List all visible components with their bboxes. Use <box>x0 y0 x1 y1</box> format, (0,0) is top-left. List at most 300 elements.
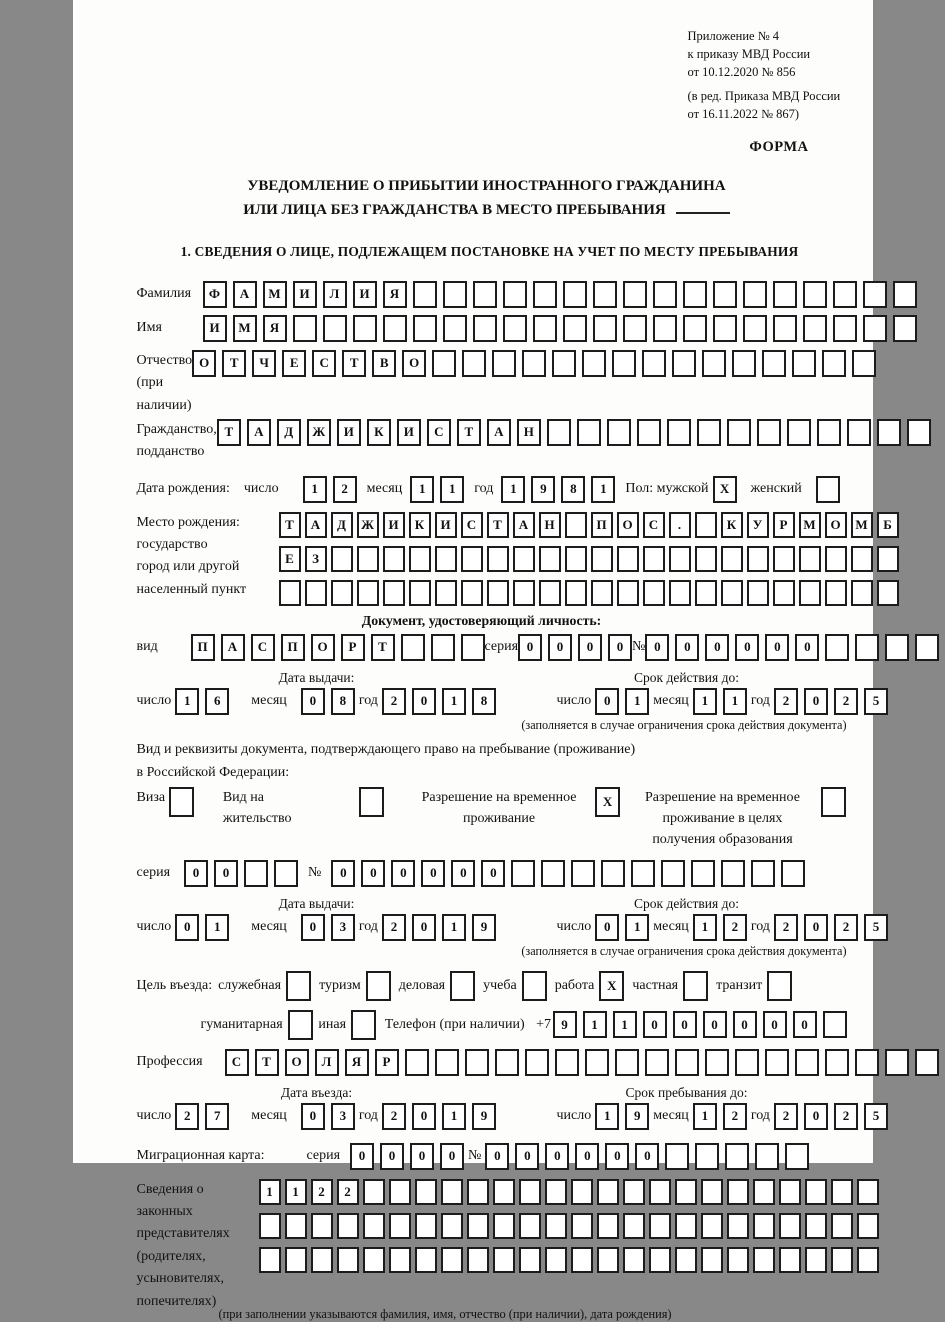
form-cell[interactable]: 1 <box>442 914 466 941</box>
visa-checkbox[interactable] <box>169 787 194 817</box>
form-cell[interactable]: О <box>825 512 847 538</box>
form-cell[interactable] <box>461 634 485 661</box>
form-cell[interactable] <box>623 281 647 308</box>
form-cell[interactable]: М <box>851 512 873 538</box>
form-cell[interactable]: 0 <box>675 634 699 661</box>
form-cell[interactable]: 1 <box>285 1179 307 1205</box>
form-cell[interactable]: Я <box>263 315 287 342</box>
form-cell[interactable] <box>285 1247 307 1273</box>
form-cell[interactable]: У <box>747 512 769 538</box>
form-cell[interactable] <box>623 1213 645 1239</box>
form-cell[interactable] <box>311 1213 333 1239</box>
form-cell[interactable]: 0 <box>733 1011 757 1038</box>
citizenship-cells[interactable] <box>217 419 931 446</box>
form-cell[interactable]: И <box>353 281 377 308</box>
form-cell[interactable] <box>617 546 639 572</box>
temp-residence-education-checkbox[interactable] <box>821 787 846 817</box>
form-cell[interactable]: К <box>721 512 743 538</box>
stay-day-cells[interactable] <box>595 1103 649 1130</box>
form-cell[interactable] <box>665 1143 689 1170</box>
form-cell[interactable] <box>653 315 677 342</box>
stay-year-cells[interactable] <box>774 1103 888 1130</box>
form-cell[interactable] <box>907 419 931 446</box>
form-cell[interactable]: 6 <box>205 688 229 715</box>
form-cell[interactable] <box>441 1213 463 1239</box>
sex-female-checkbox[interactable] <box>816 476 840 503</box>
form-cell[interactable] <box>713 315 737 342</box>
form-cell[interactable] <box>701 1213 723 1239</box>
form-cell[interactable]: Л <box>323 281 347 308</box>
form-cell[interactable]: 2 <box>723 1103 747 1130</box>
form-cell[interactable] <box>773 281 797 308</box>
form-cell[interactable] <box>601 860 625 887</box>
form-cell[interactable]: 3 <box>331 1103 355 1130</box>
form-cell[interactable]: 5 <box>864 914 888 941</box>
form-cell[interactable]: 1 <box>175 688 199 715</box>
form-cell[interactable]: 2 <box>834 688 858 715</box>
form-cell[interactable] <box>825 546 847 572</box>
form-cell[interactable]: 2 <box>311 1179 333 1205</box>
form-cell[interactable]: И <box>435 512 457 538</box>
form-cell[interactable] <box>409 546 431 572</box>
form-cell[interactable]: Б <box>877 512 899 538</box>
iddoc-issue-year-cells[interactable] <box>382 688 496 715</box>
form-cell[interactable]: 0 <box>380 1143 404 1170</box>
form-cell[interactable]: С <box>427 419 451 446</box>
form-cell[interactable] <box>721 580 743 606</box>
form-cell[interactable] <box>383 580 405 606</box>
form-cell[interactable]: 8 <box>561 476 585 503</box>
form-cell[interactable]: 0 <box>763 1011 787 1038</box>
form-cell[interactable]: Т <box>342 350 366 377</box>
form-cell[interactable] <box>831 1213 853 1239</box>
form-cell[interactable] <box>461 546 483 572</box>
form-cell[interactable] <box>525 1049 549 1076</box>
form-cell[interactable] <box>351 1010 376 1040</box>
form-cell[interactable] <box>701 1179 723 1205</box>
birthplace-row2-cells[interactable] <box>279 546 899 572</box>
surname-cells[interactable] <box>203 281 917 308</box>
form-cell[interactable] <box>721 860 745 887</box>
form-cell[interactable] <box>513 546 535 572</box>
form-cell[interactable] <box>675 1247 697 1273</box>
form-cell[interactable]: М <box>233 315 257 342</box>
form-cell[interactable] <box>817 419 841 446</box>
form-cell[interactable]: 1 <box>583 1011 607 1038</box>
form-cell[interactable] <box>413 315 437 342</box>
form-cell[interactable]: П <box>191 634 215 661</box>
form-cell[interactable] <box>735 1049 759 1076</box>
form-cell[interactable] <box>675 1213 697 1239</box>
form-cell[interactable]: А <box>233 281 257 308</box>
form-cell[interactable]: 2 <box>834 914 858 941</box>
form-cell[interactable] <box>279 580 301 606</box>
form-cell[interactable]: Е <box>282 350 306 377</box>
form-cell[interactable] <box>522 971 547 1001</box>
form-cell[interactable]: 9 <box>472 914 496 941</box>
form-cell[interactable]: 2 <box>382 688 406 715</box>
form-cell[interactable] <box>727 1247 749 1273</box>
form-cell[interactable]: З <box>305 546 327 572</box>
form-cell[interactable] <box>441 1179 463 1205</box>
purpose-tourism-checkbox[interactable] <box>366 971 391 1001</box>
form-cell[interactable] <box>311 1247 333 1273</box>
form-cell[interactable]: . <box>669 512 691 538</box>
resdoc-number-cells[interactable] <box>331 860 805 887</box>
form-cell[interactable]: О <box>402 350 426 377</box>
form-cell[interactable]: 0 <box>608 634 632 661</box>
form-cell[interactable] <box>833 315 857 342</box>
resdoc-valid-year-cells[interactable] <box>774 914 888 941</box>
form-cell[interactable]: 0 <box>440 1143 464 1170</box>
form-cell[interactable] <box>803 315 827 342</box>
form-cell[interactable]: 0 <box>605 1143 629 1170</box>
form-cell[interactable]: 2 <box>834 1103 858 1130</box>
form-cell[interactable] <box>779 1213 801 1239</box>
form-cell[interactable] <box>533 315 557 342</box>
form-cell[interactable] <box>697 419 721 446</box>
form-cell[interactable] <box>649 1179 671 1205</box>
form-cell[interactable] <box>672 350 696 377</box>
form-cell[interactable] <box>701 1247 723 1273</box>
form-cell[interactable] <box>331 546 353 572</box>
form-cell[interactable] <box>767 971 792 1001</box>
form-cell[interactable]: Ф <box>203 281 227 308</box>
stay-month-cells[interactable] <box>693 1103 747 1130</box>
form-cell[interactable] <box>337 1213 359 1239</box>
form-cell[interactable] <box>547 419 571 446</box>
form-cell[interactable] <box>259 1247 281 1273</box>
form-cell[interactable]: И <box>337 419 361 446</box>
form-cell[interactable] <box>359 787 384 817</box>
form-cell[interactable]: 1 <box>693 914 717 941</box>
form-cell[interactable]: 0 <box>595 688 619 715</box>
form-cell[interactable]: 0 <box>765 634 789 661</box>
form-cell[interactable] <box>432 350 456 377</box>
form-cell[interactable] <box>357 580 379 606</box>
form-cell[interactable]: И <box>203 315 227 342</box>
form-cell[interactable] <box>435 1049 459 1076</box>
form-cell[interactable] <box>643 580 665 606</box>
form-cell[interactable]: X <box>599 971 624 1001</box>
form-cell[interactable] <box>597 1213 619 1239</box>
form-cell[interactable] <box>473 315 497 342</box>
form-cell[interactable] <box>857 1247 879 1273</box>
form-cell[interactable] <box>695 1143 719 1170</box>
form-cell[interactable]: 0 <box>804 1103 828 1130</box>
form-cell[interactable]: 3 <box>331 914 355 941</box>
form-cell[interactable] <box>649 1247 671 1273</box>
form-cell[interactable] <box>487 546 509 572</box>
form-cell[interactable] <box>415 1247 437 1273</box>
form-cell[interactable] <box>653 281 677 308</box>
form-cell[interactable]: Т <box>255 1049 279 1076</box>
form-cell[interactable]: А <box>487 419 511 446</box>
form-cell[interactable]: 0 <box>350 1143 374 1170</box>
form-cell[interactable] <box>513 580 535 606</box>
form-cell[interactable]: 1 <box>501 476 525 503</box>
form-cell[interactable]: 0 <box>804 688 828 715</box>
form-cell[interactable]: 1 <box>693 688 717 715</box>
form-cell[interactable] <box>465 1049 489 1076</box>
form-cell[interactable]: 0 <box>645 634 669 661</box>
form-cell[interactable]: 9 <box>553 1011 577 1038</box>
form-cell[interactable]: 0 <box>412 688 436 715</box>
form-cell[interactable] <box>565 512 587 538</box>
form-cell[interactable]: С <box>312 350 336 377</box>
form-cell[interactable] <box>571 860 595 887</box>
form-cell[interactable] <box>519 1213 541 1239</box>
form-cell[interactable] <box>785 1143 809 1170</box>
purpose-official-checkbox[interactable] <box>286 971 311 1001</box>
form-cell[interactable] <box>305 580 327 606</box>
form-cell[interactable] <box>753 1247 775 1273</box>
form-cell[interactable]: 0 <box>301 1103 325 1130</box>
form-cell[interactable]: 1 <box>440 476 464 503</box>
form-cell[interactable]: Я <box>383 281 407 308</box>
form-cell[interactable] <box>415 1179 437 1205</box>
form-cell[interactable]: X <box>595 787 620 817</box>
guardians-row1-cells[interactable] <box>259 1179 879 1205</box>
form-cell[interactable] <box>683 281 707 308</box>
form-cell[interactable]: Р <box>375 1049 399 1076</box>
form-cell[interactable]: 0 <box>595 914 619 941</box>
form-cell[interactable] <box>915 634 939 661</box>
resdoc-valid-month-cells[interactable] <box>693 914 747 941</box>
form-cell[interactable]: О <box>617 512 639 538</box>
form-cell[interactable] <box>747 546 769 572</box>
guardians-row2-cells[interactable] <box>259 1213 879 1239</box>
form-cell[interactable] <box>563 281 587 308</box>
form-cell[interactable] <box>623 315 647 342</box>
form-cell[interactable]: Е <box>279 546 301 572</box>
form-cell[interactable] <box>441 1247 463 1273</box>
purpose-work-checkbox[interactable] <box>599 971 624 1001</box>
form-cell[interactable] <box>582 350 606 377</box>
form-cell[interactable] <box>757 419 781 446</box>
form-cell[interactable]: 1 <box>625 688 649 715</box>
form-cell[interactable] <box>597 1179 619 1205</box>
form-cell[interactable] <box>467 1247 489 1273</box>
birth-year-cells[interactable] <box>501 476 615 503</box>
temp-residence-checkbox[interactable] <box>595 787 620 817</box>
form-cell[interactable]: 0 <box>214 860 238 887</box>
form-cell[interactable]: 9 <box>531 476 555 503</box>
form-cell[interactable] <box>755 1143 779 1170</box>
form-cell[interactable] <box>405 1049 429 1076</box>
form-cell[interactable] <box>833 281 857 308</box>
form-cell[interactable]: 0 <box>518 634 542 661</box>
form-cell[interactable]: А <box>305 512 327 538</box>
form-cell[interactable] <box>792 350 816 377</box>
form-cell[interactable]: С <box>251 634 275 661</box>
form-cell[interactable] <box>863 315 887 342</box>
form-cell[interactable] <box>851 580 873 606</box>
form-cell[interactable] <box>805 1179 827 1205</box>
form-cell[interactable]: 2 <box>774 914 798 941</box>
form-cell[interactable] <box>683 971 708 1001</box>
form-cell[interactable]: 1 <box>442 1103 466 1130</box>
form-cell[interactable] <box>591 580 613 606</box>
iddoc-valid-month-cells[interactable] <box>693 688 747 715</box>
form-cell[interactable] <box>732 350 756 377</box>
form-cell[interactable]: Н <box>539 512 561 538</box>
birth-month-cells[interactable] <box>410 476 464 503</box>
form-cell[interactable]: Р <box>773 512 795 538</box>
form-cell[interactable] <box>552 350 576 377</box>
form-cell[interactable] <box>893 315 917 342</box>
form-cell[interactable]: 1 <box>259 1179 281 1205</box>
form-cell[interactable]: Я <box>345 1049 369 1076</box>
form-cell[interactable]: 2 <box>337 1179 359 1205</box>
form-cell[interactable] <box>617 580 639 606</box>
form-cell[interactable]: 2 <box>382 914 406 941</box>
form-cell[interactable]: Л <box>315 1049 339 1076</box>
form-cell[interactable] <box>751 860 775 887</box>
form-cell[interactable] <box>337 1247 359 1273</box>
form-cell[interactable] <box>773 546 795 572</box>
form-cell[interactable] <box>286 971 311 1001</box>
form-cell[interactable] <box>401 634 425 661</box>
form-cell[interactable] <box>851 546 873 572</box>
form-cell[interactable] <box>565 546 587 572</box>
form-cell[interactable]: 0 <box>804 914 828 941</box>
form-cell[interactable] <box>461 580 483 606</box>
form-cell[interactable] <box>727 419 751 446</box>
form-cell[interactable]: 0 <box>703 1011 727 1038</box>
form-cell[interactable]: И <box>383 512 405 538</box>
form-cell[interactable] <box>389 1247 411 1273</box>
form-cell[interactable]: С <box>643 512 665 538</box>
form-cell[interactable] <box>855 1049 879 1076</box>
form-cell[interactable] <box>591 546 613 572</box>
form-cell[interactable]: 0 <box>548 634 572 661</box>
form-cell[interactable] <box>577 419 601 446</box>
form-cell[interactable]: 0 <box>705 634 729 661</box>
phone-cells[interactable] <box>553 1011 847 1038</box>
form-cell[interactable] <box>831 1247 853 1273</box>
form-cell[interactable] <box>695 546 717 572</box>
form-cell[interactable] <box>821 787 846 817</box>
form-cell[interactable] <box>816 476 840 503</box>
form-cell[interactable]: 9 <box>625 1103 649 1130</box>
form-cell[interactable]: 1 <box>613 1011 637 1038</box>
form-cell[interactable] <box>519 1179 541 1205</box>
iddoc-valid-day-cells[interactable] <box>595 688 649 715</box>
form-cell[interactable] <box>822 350 846 377</box>
birthplace-row1-cells[interactable] <box>279 512 899 538</box>
form-cell[interactable]: 0 <box>481 860 505 887</box>
form-cell[interactable] <box>661 860 685 887</box>
form-cell[interactable] <box>539 580 561 606</box>
purpose-humanitarian-checkbox[interactable] <box>288 1010 313 1040</box>
form-cell[interactable]: Т <box>457 419 481 446</box>
form-cell[interactable]: И <box>397 419 421 446</box>
form-cell[interactable] <box>487 580 509 606</box>
form-cell[interactable] <box>495 1049 519 1076</box>
iddoc-issue-month-cells[interactable] <box>301 688 355 715</box>
form-cell[interactable] <box>244 860 268 887</box>
form-cell[interactable] <box>615 1049 639 1076</box>
form-cell[interactable]: Т <box>371 634 395 661</box>
form-cell[interactable]: Ж <box>307 419 331 446</box>
residence-permit-checkbox[interactable] <box>359 787 384 817</box>
form-cell[interactable]: 0 <box>391 860 415 887</box>
form-cell[interactable] <box>503 281 527 308</box>
form-cell[interactable] <box>695 580 717 606</box>
form-cell[interactable] <box>825 580 847 606</box>
form-cell[interactable] <box>727 1213 749 1239</box>
form-cell[interactable] <box>533 281 557 308</box>
form-cell[interactable] <box>274 860 298 887</box>
form-cell[interactable] <box>285 1213 307 1239</box>
entry-year-cells[interactable] <box>382 1103 496 1130</box>
form-cell[interactable] <box>545 1179 567 1205</box>
form-cell[interactable] <box>467 1213 489 1239</box>
form-cell[interactable] <box>415 1213 437 1239</box>
form-cell[interactable]: 0 <box>301 914 325 941</box>
form-cell[interactable] <box>366 971 391 1001</box>
form-cell[interactable]: 0 <box>735 634 759 661</box>
form-cell[interactable]: 0 <box>412 914 436 941</box>
form-cell[interactable]: 7 <box>205 1103 229 1130</box>
form-cell[interactable] <box>409 580 431 606</box>
form-cell[interactable] <box>683 315 707 342</box>
form-cell[interactable]: 0 <box>361 860 385 887</box>
form-cell[interactable] <box>563 315 587 342</box>
form-cell[interactable]: С <box>225 1049 249 1076</box>
form-cell[interactable]: С <box>461 512 483 538</box>
form-cell[interactable] <box>649 1213 671 1239</box>
patronymic-cells[interactable] <box>192 350 876 377</box>
birthplace-row3-cells[interactable] <box>279 580 899 606</box>
form-cell[interactable] <box>493 1213 515 1239</box>
form-cell[interactable]: 2 <box>774 1103 798 1130</box>
form-cell[interactable]: 0 <box>575 1143 599 1170</box>
form-cell[interactable]: 5 <box>864 688 888 715</box>
form-cell[interactable] <box>915 1049 939 1076</box>
form-cell[interactable] <box>743 315 767 342</box>
form-cell[interactable]: 2 <box>382 1103 406 1130</box>
form-cell[interactable]: 1 <box>625 914 649 941</box>
form-cell[interactable]: 1 <box>442 688 466 715</box>
birth-day-cells[interactable] <box>303 476 357 503</box>
form-cell[interactable] <box>852 350 876 377</box>
purpose-study-checkbox[interactable] <box>522 971 547 1001</box>
resdoc-issue-year-cells[interactable] <box>382 914 496 941</box>
form-cell[interactable] <box>825 634 849 661</box>
form-cell[interactable] <box>571 1247 593 1273</box>
form-cell[interactable]: П <box>591 512 613 538</box>
form-cell[interactable] <box>773 315 797 342</box>
resdoc-series-cells[interactable] <box>184 860 298 887</box>
sex-male-checkbox[interactable] <box>713 476 737 503</box>
form-cell[interactable] <box>462 350 486 377</box>
form-cell[interactable] <box>855 634 879 661</box>
form-cell[interactable]: М <box>799 512 821 538</box>
form-cell[interactable]: 8 <box>472 688 496 715</box>
form-cell[interactable] <box>857 1213 879 1239</box>
form-cell[interactable] <box>857 1179 879 1205</box>
form-cell[interactable]: 0 <box>545 1143 569 1170</box>
form-cell[interactable]: 2 <box>774 688 798 715</box>
form-cell[interactable] <box>623 1179 645 1205</box>
form-cell[interactable]: Н <box>517 419 541 446</box>
form-cell[interactable]: 0 <box>331 860 355 887</box>
form-cell[interactable]: Ч <box>252 350 276 377</box>
form-cell[interactable] <box>675 1049 699 1076</box>
form-cell[interactable] <box>669 546 691 572</box>
